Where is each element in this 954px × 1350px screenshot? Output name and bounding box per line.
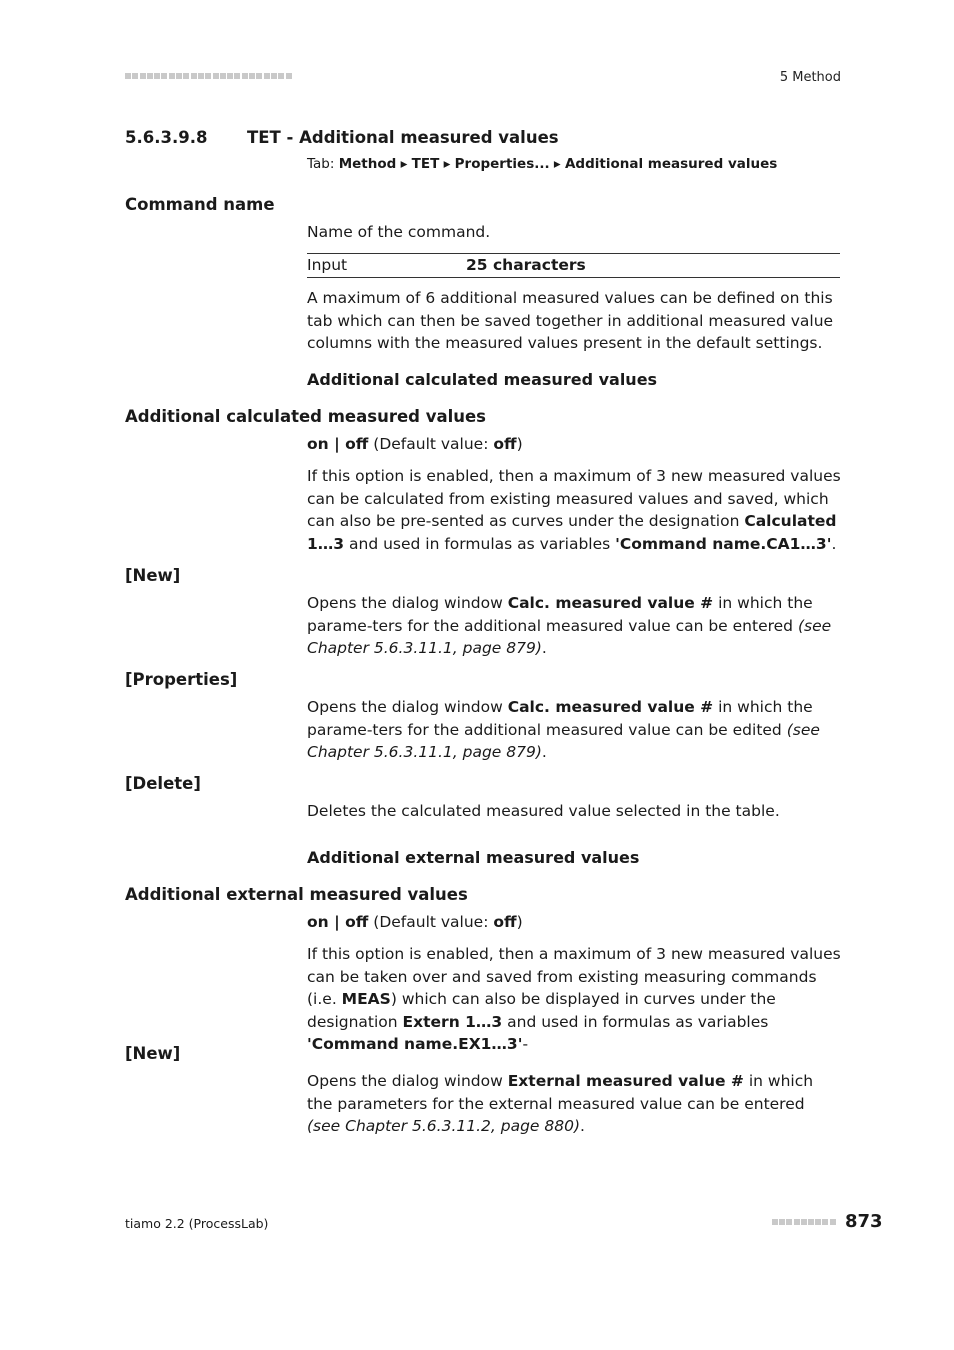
calc-default: on | off (Default value: off) — [307, 435, 523, 453]
breadcrumb-item: Properties... — [454, 156, 550, 172]
chapter-reference[interactable]: (see Chapter 5.6.3.11.1, page 879) — [307, 720, 820, 762]
calc-delete-desc: Deletes the calculated measured value selected in the table. — [307, 802, 780, 820]
ext-new-desc: Opens the dialog window External measured value # in which the parameters for the external measured value can be entered (see Chapter 5.6.3.11.2, page 880). — [307, 1072, 814, 1136]
ext-desc: If this option is enabled, then a maximum of 3 new measured values can be taken over and saved from existing measuring commands (i.e. MEAS) which can also be displayed in curves under the designation Extern 1…3 and used in formulas as variables 'Command name.EX1…3'- — [307, 945, 841, 1054]
calc-option-label: Additional calculated measured values — [125, 407, 487, 426]
input-type-label: Input — [307, 256, 348, 274]
calc-new-desc: Opens the dialog window Calc. measured value # in which the parame-ters for the additional measured value can be entered (see Chapter 5.6.3.11.1, page 879). — [307, 594, 832, 658]
footer-decoration — [772, 1219, 837, 1225]
table-rule-top — [307, 253, 840, 254]
tab-breadcrumb: Tab: Method ▸ TET ▸ Properties... ▸ Additional measured values — [307, 156, 778, 172]
calc-properties-label: [Properties] — [125, 670, 238, 689]
chapter-reference[interactable]: (see Chapter 5.6.3.11.1, page 879) — [307, 616, 832, 658]
section-number: 5.6.3.9.8 — [125, 128, 208, 147]
page-number: 873 — [845, 1211, 883, 1232]
chapter-reference[interactable]: (see Chapter 5.6.3.11.2, page 880) — [307, 1117, 581, 1136]
header-decoration — [125, 72, 307, 81]
header-section: 5 Method — [779, 70, 841, 85]
breadcrumb-item: TET — [411, 156, 440, 172]
calc-new-label: [New] — [125, 566, 181, 585]
input-type-value: 25 characters — [466, 256, 586, 274]
table-rule-bottom — [307, 277, 840, 278]
command-name-label: Command name — [125, 195, 275, 214]
command-name-note: A maximum of 6 additional measured values can be defined on this tab which can then be saved together in additional measured value columns with the measured values present in the default settings. — [307, 289, 834, 353]
calc-desc: If this option is enabled, then a maximum of 3 new measured values can be calculated from existing measured values and saved, which can also be pre-sented as curves under the designation Calculated 1…3 and used in formulas as variables 'Command name.CA1…3'. — [307, 467, 841, 553]
calc-subheading: Additional calculated measured values — [307, 370, 658, 389]
ext-default: on | off (Default value: off) — [307, 913, 523, 931]
breadcrumb-item: Additional measured values — [564, 156, 778, 172]
breadcrumb-item: Method — [338, 156, 397, 172]
ext-option-label: Additional external measured values — [125, 885, 468, 904]
calc-properties-desc: Opens the dialog window Calc. measured value # in which the parame-ters for the additional measured value can be edited (see Chapter 5.6.3.11.1, page 879). — [307, 698, 820, 762]
ext-subheading: Additional external measured values — [307, 848, 640, 867]
ext-new-label: [New] — [125, 1044, 181, 1063]
section-title: TET - Additional measured values — [247, 128, 559, 147]
footer-product: tiamo 2.2 (ProcessLab) — [125, 1216, 269, 1231]
calc-delete-label: [Delete] — [125, 774, 201, 793]
command-name-desc: Name of the command. — [307, 223, 491, 241]
